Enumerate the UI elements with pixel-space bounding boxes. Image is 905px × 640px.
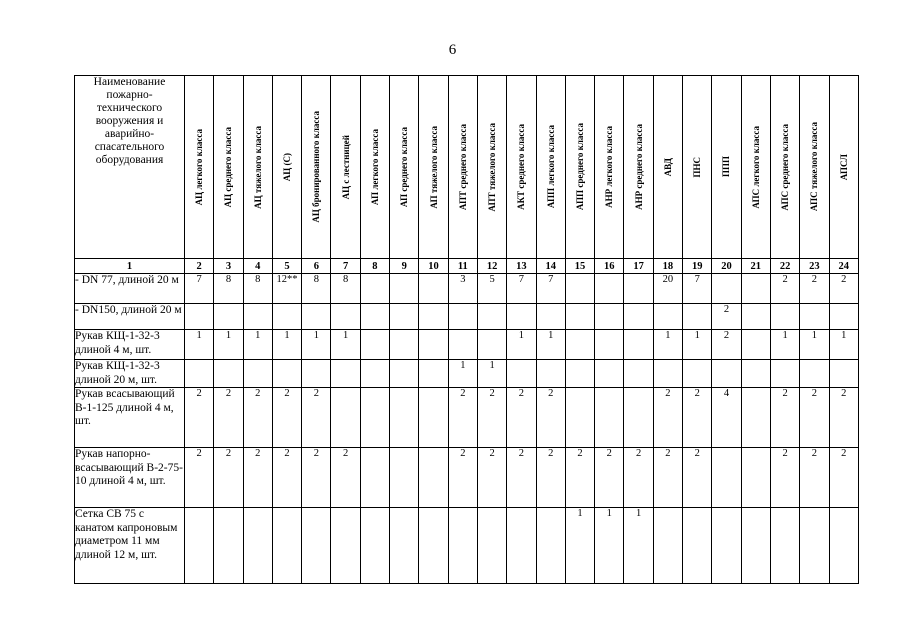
table-cell: 1	[477, 360, 506, 388]
table-cell	[565, 330, 594, 360]
table-cell	[477, 508, 506, 584]
column-header-label: АПТ среднего класса	[457, 123, 468, 211]
table-cell: 2	[272, 388, 301, 448]
column-header-label: АНР легкого класса	[604, 126, 615, 208]
table-cell	[360, 274, 389, 304]
table-cell: 1	[770, 330, 799, 360]
table-cell	[536, 508, 565, 584]
column-header-label: АП среднего класса	[399, 126, 410, 208]
row-name: Рукав КЩ-1-32-3 длиной 4 м, шт.	[75, 330, 185, 360]
table-cell: 8	[214, 274, 243, 304]
table-cell: 1	[595, 508, 624, 584]
column-header	[624, 76, 653, 259]
table-cell: 2	[448, 388, 477, 448]
table-cell	[331, 388, 360, 448]
table-cell	[302, 304, 331, 330]
table-cell	[800, 304, 829, 330]
table-row	[75, 448, 859, 508]
table-cell: 2	[507, 448, 536, 508]
column-number: 12	[477, 259, 506, 274]
table-cell: 5	[477, 274, 506, 304]
table-cell: 7	[185, 274, 214, 304]
table-cell: 1	[272, 330, 301, 360]
table-cell	[624, 304, 653, 330]
column-number: 9	[390, 259, 419, 274]
column-header-label: АПП среднего класса	[575, 123, 585, 211]
table-cell	[653, 360, 682, 388]
table-cell: 2	[800, 448, 829, 508]
table-row	[75, 304, 859, 330]
table-cell	[419, 304, 448, 330]
table-cell	[390, 388, 419, 448]
column-header	[448, 76, 477, 259]
table-cell	[741, 448, 770, 508]
row-name: Рукав напорно-всасывающий В-2-75-10 длиной 4 м, шт.	[75, 448, 185, 508]
table-cell: 2	[800, 274, 829, 304]
table-cell	[653, 508, 682, 584]
table-cell: 2	[477, 388, 506, 448]
table-cell	[272, 360, 301, 388]
table-cell: 7	[536, 274, 565, 304]
table-cell: 4	[712, 388, 741, 448]
table-cell	[185, 304, 214, 330]
table-cell	[214, 508, 243, 584]
column-header	[360, 76, 389, 259]
table-cell: 8	[302, 274, 331, 304]
column-header	[536, 76, 565, 259]
table-cell: 1	[800, 330, 829, 360]
table-cell	[243, 304, 272, 330]
table-cell	[653, 304, 682, 330]
table-row	[75, 274, 859, 304]
column-number: 17	[624, 259, 653, 274]
table-cell: 2	[829, 388, 858, 448]
column-number: 5	[272, 259, 301, 274]
table-cell	[360, 388, 389, 448]
table-cell: 20	[653, 274, 682, 304]
table-body	[75, 274, 859, 584]
table-cell	[448, 508, 477, 584]
table-cell	[683, 360, 712, 388]
table-cell	[331, 304, 360, 330]
table-cell	[360, 304, 389, 330]
table-cell	[185, 360, 214, 388]
table-cell	[272, 508, 301, 584]
table-cell	[243, 508, 272, 584]
table-cell: 7	[507, 274, 536, 304]
table-cell: 1	[243, 330, 272, 360]
table-cell	[595, 304, 624, 330]
column-number: 21	[741, 259, 770, 274]
column-number-row	[75, 259, 859, 274]
table-cell: 1	[214, 330, 243, 360]
column-header-label: АЦ бронированного класса	[311, 111, 322, 223]
column-number: 7	[331, 259, 360, 274]
column-header	[302, 76, 331, 259]
column-number: 11	[448, 259, 477, 274]
column-number: 3	[214, 259, 243, 274]
table-cell	[390, 330, 419, 360]
table-cell: 2	[653, 448, 682, 508]
column-number: 14	[536, 259, 565, 274]
table-cell	[712, 508, 741, 584]
column-header	[214, 76, 243, 259]
table-cell	[595, 274, 624, 304]
page-number: 6	[448, 42, 457, 58]
table-cell: 1	[683, 330, 712, 360]
column-number: 18	[653, 259, 682, 274]
table-cell: 1	[507, 330, 536, 360]
table-cell	[390, 360, 419, 388]
column-header	[477, 76, 506, 259]
table-cell: 2	[214, 448, 243, 508]
table-cell: 2	[712, 304, 741, 330]
table-cell	[683, 304, 712, 330]
table-cell	[712, 274, 741, 304]
table-cell: 2	[770, 274, 799, 304]
table-cell	[185, 508, 214, 584]
table-cell: 1	[653, 330, 682, 360]
column-number: 16	[595, 259, 624, 274]
table-cell: 8	[331, 274, 360, 304]
column-number: 23	[800, 259, 829, 274]
column-header	[565, 76, 594, 259]
column-number: 6	[302, 259, 331, 274]
table-cell	[741, 360, 770, 388]
table-cell	[741, 508, 770, 584]
table-cell	[770, 508, 799, 584]
column-header	[595, 76, 624, 259]
table-cell	[770, 360, 799, 388]
table-cell	[712, 360, 741, 388]
table-cell: 2	[331, 448, 360, 508]
table-cell	[565, 274, 594, 304]
column-header	[800, 76, 829, 259]
table-cell: 8	[243, 274, 272, 304]
table-cell: 1	[302, 330, 331, 360]
table-cell	[565, 388, 594, 448]
table-cell: 2	[536, 448, 565, 508]
table-cell: 2	[653, 388, 682, 448]
table-cell	[595, 330, 624, 360]
table-cell	[302, 360, 331, 388]
table-cell	[829, 360, 858, 388]
table-cell	[390, 274, 419, 304]
table-cell: 1	[829, 330, 858, 360]
table-cell	[390, 508, 419, 584]
column-number: 4	[243, 259, 272, 274]
table-cell: 2	[185, 448, 214, 508]
table-cell	[331, 508, 360, 584]
table-cell: 2	[185, 388, 214, 448]
column-header-label: АП легкого класса	[369, 128, 380, 206]
table-cell	[419, 360, 448, 388]
column-header-label: АПС легкого класса	[750, 125, 761, 209]
table-cell: 2	[565, 448, 594, 508]
table-cell	[770, 304, 799, 330]
corner-header: Наименование пожарно-технического вооружения и аварийно-спасательного оборудования	[75, 76, 185, 259]
table-cell: 1	[448, 360, 477, 388]
column-header	[683, 76, 712, 259]
column-number: 19	[683, 259, 712, 274]
table-cell: 2	[302, 448, 331, 508]
column-header-label: АЦ с лестницей	[340, 134, 351, 200]
table-cell	[624, 360, 653, 388]
column-header-label: АЦ (С)	[282, 152, 293, 182]
table-cell	[624, 330, 653, 360]
table-cell	[302, 508, 331, 584]
column-header-label: АПС тяжелого класса	[809, 122, 820, 212]
column-number: 10	[419, 259, 448, 274]
table-cell: 1	[565, 508, 594, 584]
column-header-label: ПНС	[692, 156, 703, 178]
table-cell	[565, 360, 594, 388]
table-cell	[360, 448, 389, 508]
table-cell: 2	[477, 448, 506, 508]
column-header	[390, 76, 419, 259]
column-number: 1	[75, 259, 185, 274]
column-header-label: АЦ среднего класса	[223, 126, 234, 208]
column-header	[272, 76, 301, 259]
table-cell	[243, 360, 272, 388]
table-cell	[624, 274, 653, 304]
table-cell: 2	[214, 388, 243, 448]
table-cell	[741, 274, 770, 304]
table-cell: 1	[185, 330, 214, 360]
table-cell: 1	[536, 330, 565, 360]
table-cell: 3	[448, 274, 477, 304]
table-cell	[507, 304, 536, 330]
table-cell: 2	[683, 388, 712, 448]
column-header	[419, 76, 448, 259]
table-row	[75, 508, 859, 584]
column-header-label: ППП	[721, 156, 732, 178]
column-header	[331, 76, 360, 259]
column-header	[185, 76, 214, 259]
table-cell	[741, 304, 770, 330]
column-number: 2	[185, 259, 214, 274]
row-name: - DN 77, длиной 20 м	[75, 274, 185, 304]
column-number: 15	[565, 259, 594, 274]
table-cell: 12**	[272, 274, 301, 304]
column-header-label: АПС среднего класса	[780, 123, 791, 211]
column-number: 8	[360, 259, 389, 274]
table-cell	[595, 388, 624, 448]
column-header-label: АЦ легкого класса	[194, 128, 205, 206]
table-cell	[565, 304, 594, 330]
table-cell: 2	[829, 448, 858, 508]
table-cell	[536, 360, 565, 388]
column-header-label: АПСЛ	[838, 153, 849, 181]
table-cell: 2	[595, 448, 624, 508]
table-cell	[214, 304, 243, 330]
table-cell: 2	[272, 448, 301, 508]
table-cell: 2	[536, 388, 565, 448]
row-name: Рукав всасывающий В-1-125 длиной 4 м, шт.	[75, 388, 185, 448]
table-cell	[507, 360, 536, 388]
table-row	[75, 330, 859, 360]
table-cell: 2	[683, 448, 712, 508]
table-cell	[536, 304, 565, 330]
column-number: 20	[712, 259, 741, 274]
table-cell	[419, 508, 448, 584]
table-cell	[683, 508, 712, 584]
column-number: 24	[829, 259, 858, 274]
table-cell: 1	[331, 330, 360, 360]
column-header	[243, 76, 272, 259]
table-cell	[272, 304, 301, 330]
row-name: - DN150, длиной 20 м	[75, 304, 185, 330]
table-cell: 2	[302, 388, 331, 448]
table-cell	[829, 304, 858, 330]
table-cell	[741, 330, 770, 360]
column-header-label: АВД	[662, 157, 673, 177]
equipment-table	[74, 75, 859, 584]
column-number: 22	[770, 259, 799, 274]
row-name: Сетка СВ 75 с канатом капроновым диаметром 11 мм длиной 12 м, шт.	[75, 508, 185, 584]
table-cell	[712, 448, 741, 508]
column-header-label: АП тяжелого класса	[428, 125, 439, 209]
column-header-label: АПТ тяжелого класса	[487, 122, 498, 212]
table-cell	[360, 330, 389, 360]
table-cell	[477, 330, 506, 360]
table-cell: 1	[624, 508, 653, 584]
column-number: 13	[507, 259, 536, 274]
table-cell	[624, 388, 653, 448]
table-cell	[390, 304, 419, 330]
column-header	[770, 76, 799, 259]
table-cell: 2	[712, 330, 741, 360]
table-cell: 2	[448, 448, 477, 508]
table-cell	[741, 388, 770, 448]
table-cell	[360, 508, 389, 584]
column-header-label: АНР среднего класса	[633, 124, 644, 210]
table-cell: 2	[770, 448, 799, 508]
table-cell	[507, 508, 536, 584]
table-cell	[214, 360, 243, 388]
column-header	[829, 76, 858, 259]
table-cell	[331, 360, 360, 388]
column-header	[712, 76, 741, 259]
column-header-label: АЦ тяжелого класса	[252, 125, 263, 209]
table-cell	[419, 388, 448, 448]
column-header-label: АПП легкого класса	[545, 125, 556, 209]
table-cell	[448, 330, 477, 360]
table-cell	[419, 448, 448, 508]
table-cell: 2	[829, 274, 858, 304]
header-row	[75, 76, 859, 259]
table-cell	[595, 360, 624, 388]
table-cell	[829, 508, 858, 584]
table-cell: 2	[243, 388, 272, 448]
table-cell	[390, 448, 419, 508]
column-header-label: АКТ среднего класса	[516, 124, 527, 210]
table-cell: 2	[507, 388, 536, 448]
column-header	[741, 76, 770, 259]
row-name: Рукав КЩ-1-32-3 длиной 20 м, шт.	[75, 360, 185, 388]
table-cell	[360, 360, 389, 388]
table-cell	[800, 360, 829, 388]
table-cell: 2	[624, 448, 653, 508]
table-cell	[448, 304, 477, 330]
table-cell	[419, 330, 448, 360]
column-header	[507, 76, 536, 259]
table-cell: 7	[683, 274, 712, 304]
column-header	[653, 76, 682, 259]
table-row	[75, 388, 859, 448]
table-cell: 2	[243, 448, 272, 508]
table-cell	[800, 508, 829, 584]
table-cell	[477, 304, 506, 330]
table-cell	[419, 274, 448, 304]
table-cell: 2	[800, 388, 829, 448]
table-cell: 2	[770, 388, 799, 448]
table-row	[75, 360, 859, 388]
